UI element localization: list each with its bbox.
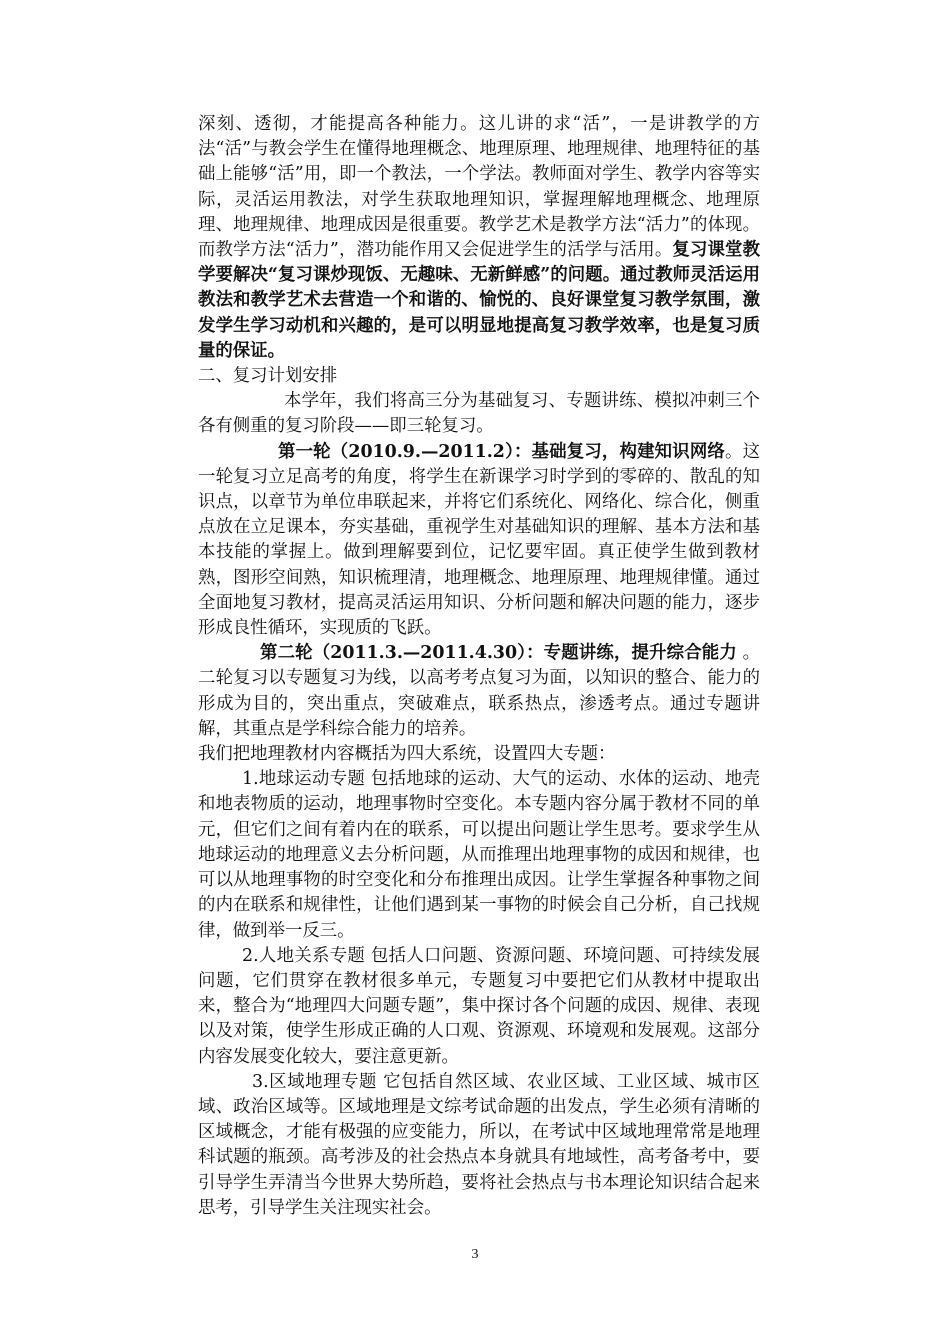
paragraph-topic-3: 3.区域地理专题 它包括自然区域、农业区域、工业区域、城市区域、政治区域等。区域地理是文综考试命题的出发点，学生必须有清晰的区域概念，才能有极强的应变能力，所以，在考试中区域地理常常是地理科试题的瓶颈。高考涉及的社会热点本身就具有地域性，高考备考中，要引导学生弄清当今世界大势所趋，要将社会热点与书本理论知识结合起来思考，引导学生关注现实社会。 bbox=[198, 1071, 760, 1218]
paragraph-text: 深刻、透彻，才能提高各种能力。这儿讲的求“活”，一是讲教学的方法“活”与教会学生在懂得地理概念、地理原理、地理规律、地理特征的基础上能够“活”用，即一个教法，一个学法。教师面对学生、教学内容等实际，灵活运用教法，对学生获取地理知识，掌握理解地理概念、地理原理、地理规律、地理成因是很重要。教学艺术是教学方法“活力”的体现。而教学方法“活力”，潜功能作用又会促进学生的活学与活用。 bbox=[198, 114, 760, 261]
round-2-title: 第二轮（2011.3.—2011.4.30）：专题讲练，提升综合能力 bbox=[260, 643, 737, 664]
paragraph-systems-intro: 我们把地理教材内容概括为四大系统，设置四大专题： bbox=[198, 744, 616, 765]
round-1-text: 。这一轮复习立足高考的角度，将学生在新课学习时学到的零碎的、散乱的知识点，以章节为单位串联起来，并将它们系统化、网络化、综合化，侧重点放在立足课本，夯实基础，重视学生对基础知识的理解、基本方法和基本技能的掌握上。做到理解要到位，记忆要牢固。真正使学生做到教材熟，图形空间熟，知识梳理清，地理概念、地理原理、地理规律懂。通过全面地复习教材，提高灵活运用知识、分析问题和解决问题的能力，逐步形成良性循环，实现质的飞跃。 bbox=[198, 441, 760, 639]
paragraph-round-2 bbox=[198, 641, 760, 742]
paragraph-round-1 bbox=[198, 440, 760, 642]
paragraph-topic-1: 1.地球运动专题 包括地球的运动、大气的运动、水体的运动、地壳和地表物质的运动，地理事物时空变化。本专题内容分属于教材不同的单元，但它们之间有着内在的联系，可以提出问题让学生思考。要求学生从地球运动的地理意义去分析问题，从而推理出地理事物的成因和规律，也可以从地理事物的时空变化和分布推理出成因。让学生掌握各种事物之间的内在联系和规律性，让他们遇到某一事物的时候会自己分析，自己找规律，做到举一反三。 bbox=[198, 769, 760, 941]
round-1-title: 第一轮（2010.9.—2011.2）：基础复习，构建知识网络 bbox=[278, 441, 725, 462]
paragraph-intro: 本学年，我们将高三分为基础复习、专题讲练、模拟冲刺三个各有侧重的复习阶段——即三轮复习。 bbox=[198, 391, 760, 437]
paragraph-teaching-methods bbox=[198, 112, 760, 364]
section-heading: 二、复习计划安排 bbox=[198, 366, 338, 387]
paragraph-topic-2: 2.人地关系专题 包括人口问题、资源问题、环境问题、可持续发展问题，它们贯穿在教材很多单元，专题复习中要把它们从教材中提取出来，整合为“地理四大问题专题”，集中探讨各个问题的成因、规律、表现以及对策，使学生形成正确的人口观、资源观、环境观和发展观。这部分内容发展变化较大，要注意更新。 bbox=[198, 945, 760, 1067]
page-number: 3 bbox=[471, 1247, 479, 1262]
document-body bbox=[198, 112, 760, 1221]
round-2-text: 。二轮复习以专题复习为线，以高考考点复习为面，以知识的整合、能力的形成为目的，突出重点，突破难点，联系热点，渗透考点。通过专题讲解，其重点是学科综合能力的培养。 bbox=[198, 643, 760, 739]
bold-emphasis-text: 复习课堂教学要解决“复习课炒现饭、无趣味、无新鲜感”的问题。通过教师灵活运用教法和教学艺术去营造一个和谐的、愉悦的、良好课堂复习教学氛围，激发学生学习动机和兴趣的，是可以明显地提高复习教学效率，也是复习质量的保证。 bbox=[198, 240, 760, 361]
